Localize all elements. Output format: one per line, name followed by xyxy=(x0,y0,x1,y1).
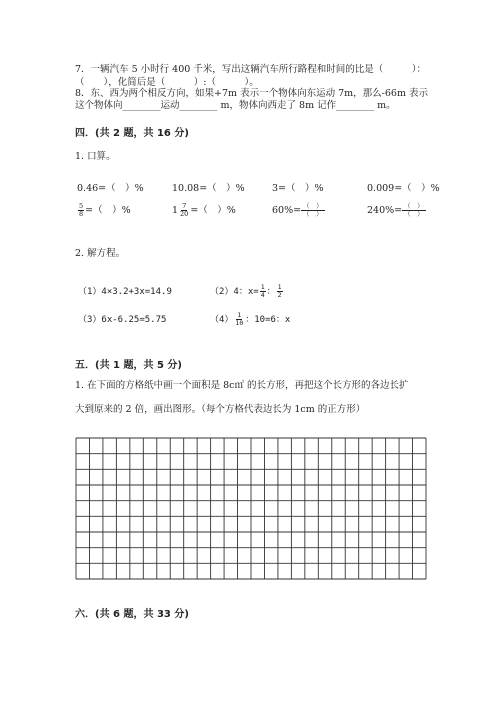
oral-item-3: 3=（ ）% xyxy=(272,183,324,194)
q7-line1: 7．一辆汽车 5 小时行 400 千米，写出这辆汽车所行路程和时间的比是（ ）： xyxy=(75,64,427,75)
grid-question-line1: 1. 在下面的方格纸中画一个面积是 8c㎡ 的长方形，再把这个长方形的各边长扩 xyxy=(75,380,409,391)
oral-item-6: 1 $\frac{7}{20}$ =（ ）% xyxy=(172,202,236,218)
equation-4: （4） $\frac{1}{10}$ ：10=6：x xyxy=(210,311,291,327)
fraction: $\frac{1}{2}$ xyxy=(277,283,282,299)
answer-fraction: $\frac{( )}{( )}$ xyxy=(303,202,323,218)
section-6-title: 六．(共 6 题，共 33 分) xyxy=(75,609,189,620)
equation-1: （1）4×3.2+3x=14.9 xyxy=(78,287,172,297)
grid-paper[interactable] xyxy=(75,437,427,580)
section-5-title: 五．(共 1 题，共 5 分) xyxy=(75,360,182,371)
oral-item-8: 240%= $\frac{( )}{( )}$ xyxy=(367,202,424,218)
oral-calc-title: 1. 口算。 xyxy=(75,151,116,162)
oral-item-7: 60%= $\frac{( )}{( )}$ xyxy=(272,202,323,218)
q7-line2: （ ），化简后是（ ）:（ ）。 xyxy=(75,77,259,88)
fraction: $\frac{7}{20}$ xyxy=(180,202,189,218)
equation-3: （3）6x-6.25=5.75 xyxy=(78,315,167,325)
oral-item-1: 0.46=（ ）% xyxy=(77,183,144,194)
fraction: $\frac{1}{4}$ xyxy=(260,283,265,299)
equations-title: 2. 解方程。 xyxy=(75,248,126,259)
q8-line1: 8．东、西为两个相反方向，如果+7m 表示一个物体向东运动 7m，那么-66m 表示 xyxy=(75,88,428,99)
grid-question-line2: 大到原来的 2 倍，画出图形。（每个方格代表边长为 1cm 的正方形） xyxy=(75,404,366,415)
oral-item-5: $\frac{5}{8}$ =（ ）% xyxy=(79,202,131,218)
oral-item-2: 10.08=（ ）% xyxy=(172,183,245,194)
fraction: $\frac{5}{8}$ xyxy=(79,202,84,218)
fraction: $\frac{1}{10}$ xyxy=(235,311,244,327)
oral-item-4: 0.009=（ ）% xyxy=(367,183,440,194)
answer-fraction: $\frac{( )}{( )}$ xyxy=(404,202,424,218)
equation-2: （2）4：x= $\frac{1}{4}$ ： $\frac{1}{2}$ xyxy=(210,283,282,299)
q8-line2: 这个物体向________运动________ m，物体向西走了 8m 记作________ m。 xyxy=(75,100,396,111)
section-4-title: 四．(共 2 题，共 16 分) xyxy=(75,128,189,139)
